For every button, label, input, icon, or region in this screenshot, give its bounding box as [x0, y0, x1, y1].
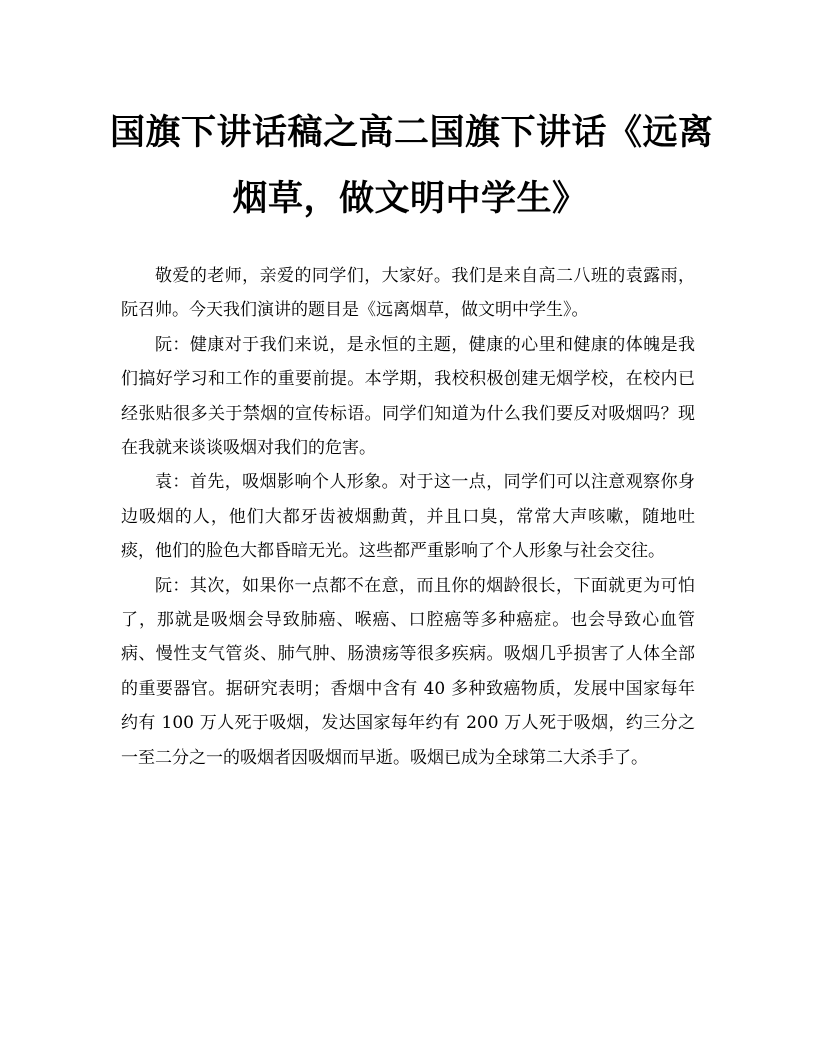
document-title [110, 100, 714, 232]
title-line-2: 烟草，做文明中学生》 [232, 178, 588, 219]
paragraph-health: 阮：健康对于我们来说，是永恒的主题，健康的心里和健康的体魄是我们搞好学习和工作的重要前提。本学期，我校积极创建无烟学校，在校内已经张贴很多关于禁烟的宣传标语。同学们知道为什么我们要反对吸烟吗？现在我就来谈谈吸烟对我们的危害。 [121, 334, 695, 459]
paragraph-greeting: 敬爱的老师，亲爱的同学们，大家好。我们是来自高二八班的袁露雨，阮召帅。今天我们演讲的题目是《远离烟草，做文明中学生》。 [121, 266, 695, 321]
paragraph-image: 袁：首先，吸烟影响个人形象。对于这一点，同学们可以注意观察你身边吸烟的人，他们大都牙齿被烟勳黄，并且口臭，常常大声咳嗽，随地吐痰，他们的脸色大都昏暗无光。这些都严重影响了个人形象与社会交往。 [121, 472, 695, 562]
title-line-1: 国旗下讲话稿之高二国旗下讲话《远离 [110, 112, 714, 153]
document-body [121, 259, 695, 775]
paragraph-disease: 阮：其次，如果你一点都不在意，而且你的烟龄很长，下面就更为可怕了，那就是吸烟会导致肺癌、喉癌、口腔癌等多种癌症。也会导致心血管病、慢性支气管炎、肺气肿、肠溃疡等很多疾病。吸烟几乎损害了人体全部的重要器官。据研究表明；香烟中含有 40 多种致癌物质，发展中国家每年约有 100 万人死于吸烟，发达国家每年约有 200 万人死于吸烟，约三分之一至二分之一的吸烟者因吸烟而早逝。吸烟已成为全球第二大杀手了。 [121, 575, 695, 768]
